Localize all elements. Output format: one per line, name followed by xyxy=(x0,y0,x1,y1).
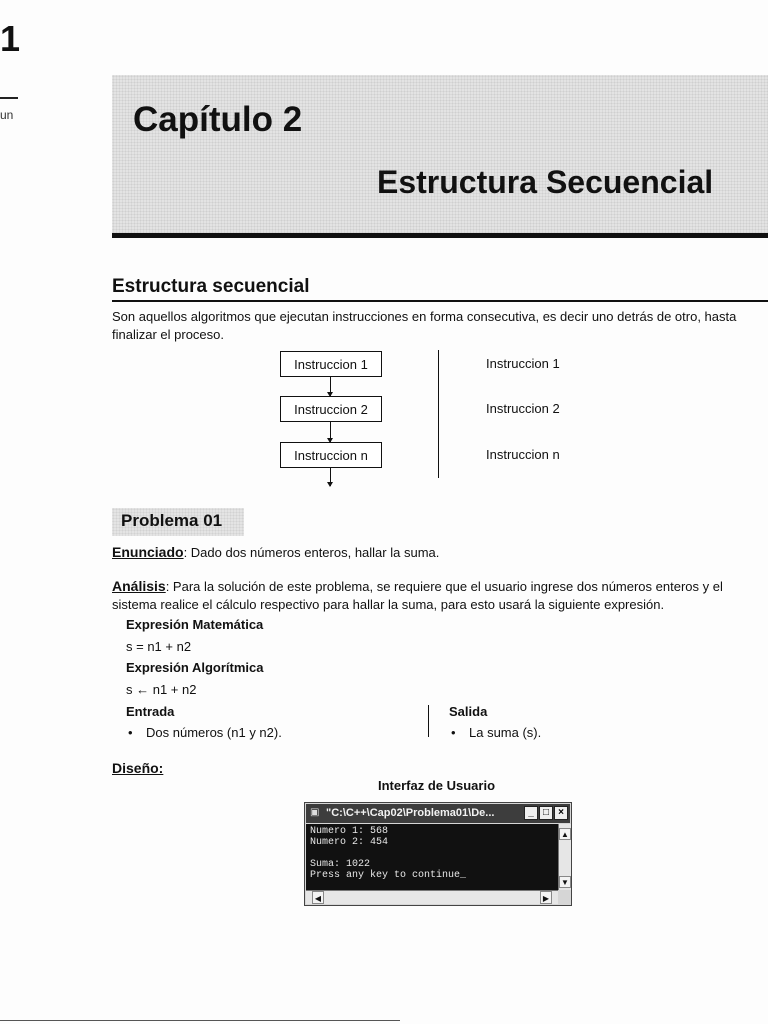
scroll-up-icon[interactable]: ▲ xyxy=(559,828,571,840)
math-expression-heading: Expresión Matemática xyxy=(126,617,264,632)
input-item xyxy=(128,725,282,740)
design-label: Diseño: xyxy=(112,760,164,776)
analysis-label: Análisis xyxy=(112,578,166,594)
console-output: Numero 1: 568 Numero 2: 454 Suma: 1022 Press any key to continue_ xyxy=(306,824,558,890)
chapter-header-rule xyxy=(112,233,768,238)
flow-arrow-2 xyxy=(330,422,331,442)
chapter-header-band xyxy=(112,75,768,233)
output-heading: Salida xyxy=(449,704,488,719)
console-icon: ▣ xyxy=(310,807,320,818)
pseudocode-line-2: Instruccion 2 xyxy=(486,401,560,416)
flow-box-2: Instruccion 2 xyxy=(280,396,382,422)
problem-analysis xyxy=(112,577,768,614)
section-rule xyxy=(112,300,768,302)
io-divider xyxy=(428,705,429,737)
analysis-text: : Para la solución de este problema, se requiere que el usuario ingrese dos números enteros y el sistema realice el cálculo respectivo para hallar la suma, para esto usará la siguiente expresión. xyxy=(112,579,723,612)
bullet-dot: • xyxy=(451,725,456,740)
scroll-left-icon[interactable]: ◀ xyxy=(312,891,324,904)
page-edge-rule xyxy=(0,97,18,99)
math-expression: s = n1 + n2 xyxy=(126,639,192,654)
console-titlebar[interactable] xyxy=(306,804,570,823)
flow-box-3: Instruccion n xyxy=(280,442,382,468)
scroll-down-icon[interactable]: ▼ xyxy=(559,876,571,888)
close-button[interactable]: × xyxy=(554,806,568,820)
algorithmic-expression-heading: Expresión Algorítmica xyxy=(126,660,264,675)
section-intro: Son aquellos algoritmos que ejecutan instrucciones en forma consecutiva, es decir uno detrás de otro, hasta finalizar el proceso. xyxy=(112,309,737,342)
flow-arrow-1 xyxy=(330,377,331,396)
maximize-button[interactable]: □ xyxy=(539,806,553,820)
input-item-text: Dos números (n1 y n2). xyxy=(146,725,282,740)
console-title: "C:\C++\Cap02\Problema01\De... xyxy=(326,807,495,819)
ui-caption: Interfaz de Usuario xyxy=(378,778,496,793)
input-heading: Entrada xyxy=(126,704,175,719)
flow-box-1: Instruccion 1 xyxy=(280,351,382,377)
minimize-button[interactable]: _ xyxy=(524,806,538,820)
statement-label: Enunciado xyxy=(112,544,184,560)
page-edge-mark: 1 xyxy=(0,18,21,59)
horizontal-scrollbar[interactable] xyxy=(306,890,558,904)
section-title: Estructura secuencial xyxy=(112,276,310,297)
vertical-scrollbar[interactable] xyxy=(558,824,571,890)
statement-text: : Dado dos números enteros, hallar la suma. xyxy=(183,545,440,560)
scroll-right-icon[interactable]: ▶ xyxy=(540,891,552,904)
output-item-text: La suma (s). xyxy=(469,725,542,740)
console-window xyxy=(304,802,572,906)
bullet-dot: • xyxy=(128,725,133,740)
problem-title: Problema 01 xyxy=(121,511,223,530)
chapter-number: Capítulo 2 xyxy=(133,100,303,139)
output-item xyxy=(451,725,541,740)
chapter-title: Estructura Secuencial xyxy=(377,164,714,200)
pseudocode-line-1: Instruccion 1 xyxy=(486,356,560,371)
algorithmic-expression: s ← n1 + n2 xyxy=(126,682,197,697)
page-edge-text: un xyxy=(0,108,14,122)
flow-arrow-end xyxy=(330,468,331,486)
problem-statement xyxy=(112,543,768,562)
pseudocode-line-3: Instruccion n xyxy=(486,447,560,462)
footer-rule xyxy=(0,1020,400,1021)
diagram-divider xyxy=(438,350,439,478)
